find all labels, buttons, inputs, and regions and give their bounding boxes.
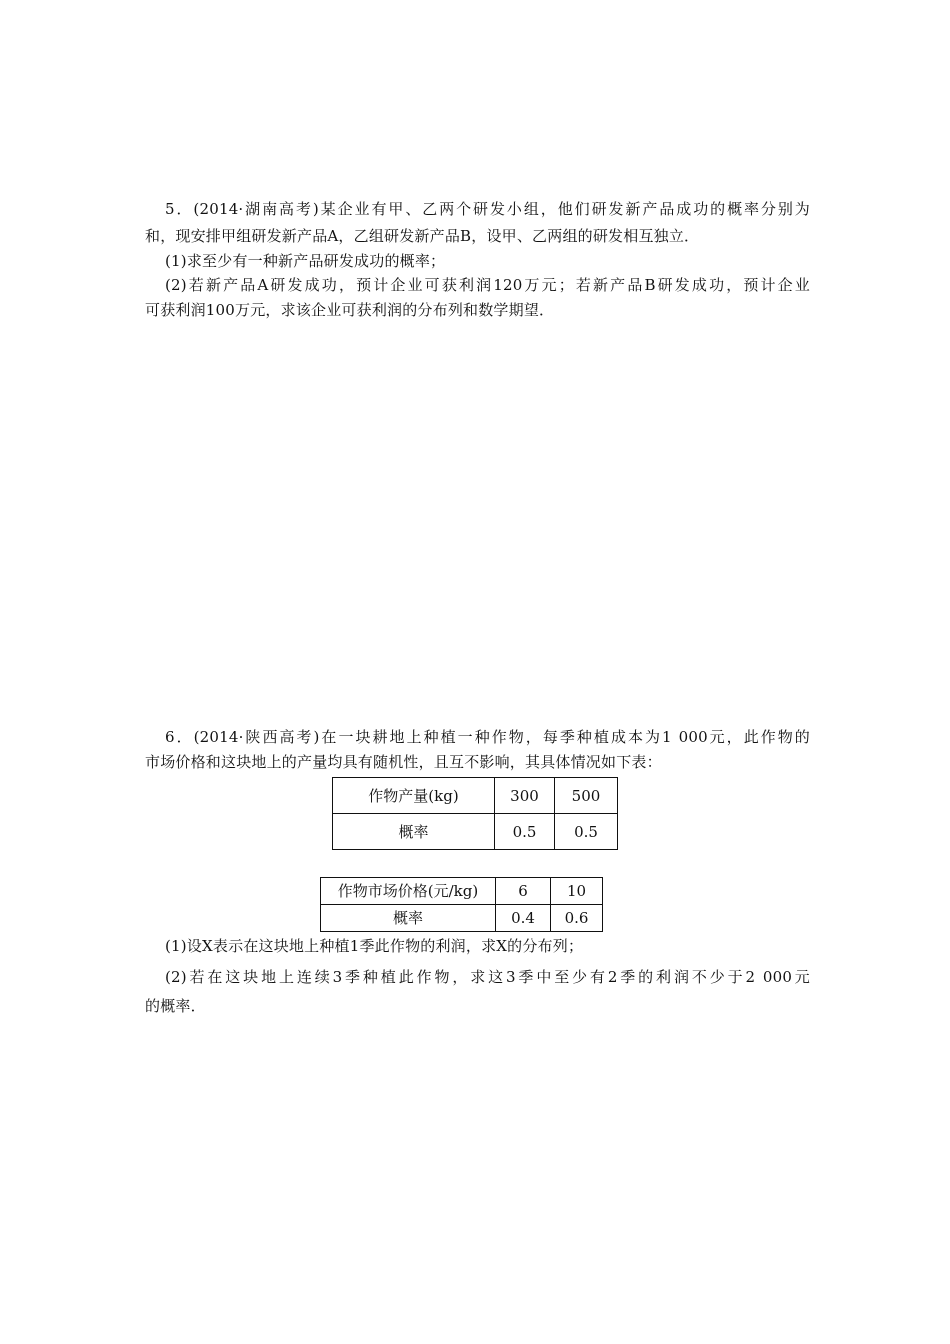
table-cell: 0.5 (555, 814, 618, 850)
yield-table (332, 777, 618, 850)
problem-6-line-1: 6．(2014·陕西高考)在一块耕地上种植一种作物，每季种植成本为1 000元，此作物的 (165, 728, 810, 746)
problem-5-line-1: 5．(2014·湖南高考)某企业有甲、乙两个研发小组，他们研发新产品成功的概率分别为 (165, 200, 810, 218)
table-cell: 概率 (333, 814, 495, 850)
table-cell: 0.4 (496, 905, 551, 932)
problem-6-line-2: 市场价格和这块地上的产量均具有随机性，且互不影响，其具体情况如下表： (145, 753, 662, 771)
price-table (320, 877, 603, 932)
problem-5-question-2: (2)若新产品A研发成功，预计企业可获利润120万元；若新产品B研发成功，预计企业 (165, 276, 810, 294)
table-row (321, 878, 603, 905)
problem-5-question-2-cont: 可获利润100万元，求该企业可获利润的分布列和数学期望． (145, 301, 555, 319)
table-cell: 6 (496, 878, 551, 905)
table-cell: 10 (551, 878, 603, 905)
table-cell: 作物产量(kg) (333, 778, 495, 814)
table-cell: 500 (555, 778, 618, 814)
problem-6-question-1: (1)设X表示在这块地上种植1季此作物的利润，求X的分布列； (165, 937, 584, 955)
table-cell: 作物市场价格(元/kg) (321, 878, 496, 905)
table-row (333, 814, 618, 850)
table-cell: 300 (495, 778, 555, 814)
problem-6-question-2: (2)若在这块地上连续3季种植此作物，求这3季中至少有2季的利润不少于2 000元 (165, 968, 810, 986)
problem-5-question-1: (1)求至少有一种新产品研发成功的概率； (165, 252, 446, 270)
table-row (333, 778, 618, 814)
table-cell: 0.6 (551, 905, 603, 932)
table-cell: 概率 (321, 905, 496, 932)
problem-6-question-2-cont: 的概率． (145, 997, 206, 1015)
problem-5-line-2: 和，现安排甲组研发新产品A，乙组研发新产品B，设甲、乙两组的研发相互独立． (145, 227, 700, 245)
table-cell: 0.5 (495, 814, 555, 850)
table-row (321, 905, 603, 932)
